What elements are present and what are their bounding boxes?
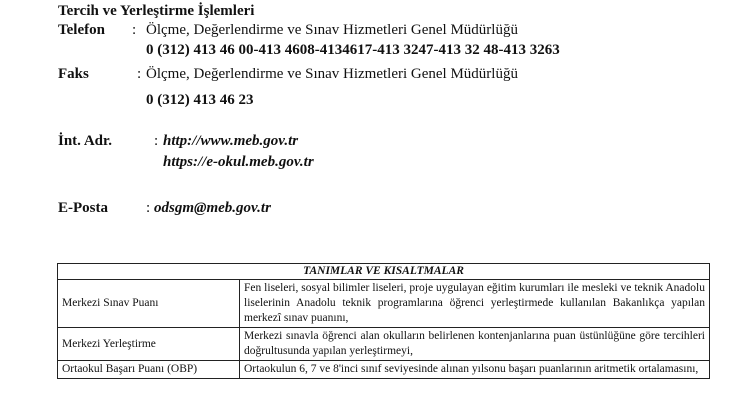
definition-description: Ortaokulun 6, 7 ve 8'inci sınıf seviyesinde alınan yılsonu başarı puanlarının aritmetik ortalamasını, — [240, 361, 710, 379]
phone-numbers: 0 (312) 413 46 00-413 4608-4134617-413 3247-413 32 48-413 3263 — [146, 42, 560, 58]
table-row — [58, 361, 710, 379]
phone-separator: : — [132, 22, 137, 38]
definition-description: Merkezi sınavla öğrenci alan okulların belirlenen kontenjanlarına puan üstünlüğüne göre tercihleri doğrultusunda yapılan yerleştirmeyi, — [240, 328, 710, 361]
definitions-header-row — [58, 264, 710, 280]
definition-description: Fen liseleri, sosyal bilimler liseleri, proje uygulayan eğitim kurumları ile mesleki ve teknik Anadolu liselerinin Anadolu teknik programlarına öğrenci yerleştirmede kullanılan Bakanlıkça yapılan merkezî sınav puanını, — [240, 280, 710, 328]
fax-label: Faks — [58, 66, 89, 82]
phone-org: Ölçme, Değerlendirme ve Sınav Hizmetleri Genel Müdürlüğü — [146, 22, 518, 38]
definitions-header: TANIMLAR VE KISALTMALAR — [58, 264, 710, 280]
fax-org: Ölçme, Değerlendirme ve Sınav Hizmetleri Genel Müdürlüğü — [146, 66, 518, 82]
email-separator: : — [146, 200, 151, 216]
definition-term: Ortaokul Başarı Puanı (OBP) — [58, 361, 240, 379]
definition-term: Merkezi Sınav Puanı — [58, 280, 240, 328]
fax-separator: : — [137, 66, 142, 82]
web-separator: : — [154, 133, 159, 149]
fax-number: 0 (312) 413 46 23 — [146, 92, 254, 108]
section-title: Tercih ve Yerleştirme İşlemleri — [58, 3, 255, 19]
website-link-meb[interactable]: http://www.meb.gov.tr — [163, 133, 299, 149]
web-label: İnt. Adr. — [58, 133, 113, 149]
email-link[interactable]: odsgm@meb.gov.tr — [154, 200, 271, 216]
table-row — [58, 280, 710, 328]
website-link-eokul[interactable]: https://e-okul.meb.gov.tr — [163, 154, 314, 170]
phone-label: Telefon — [58, 22, 105, 38]
table-row — [58, 328, 710, 361]
definitions-table — [57, 263, 710, 379]
definition-term: Merkezi Yerleştirme — [58, 328, 240, 361]
email-label: E-Posta — [58, 200, 108, 216]
